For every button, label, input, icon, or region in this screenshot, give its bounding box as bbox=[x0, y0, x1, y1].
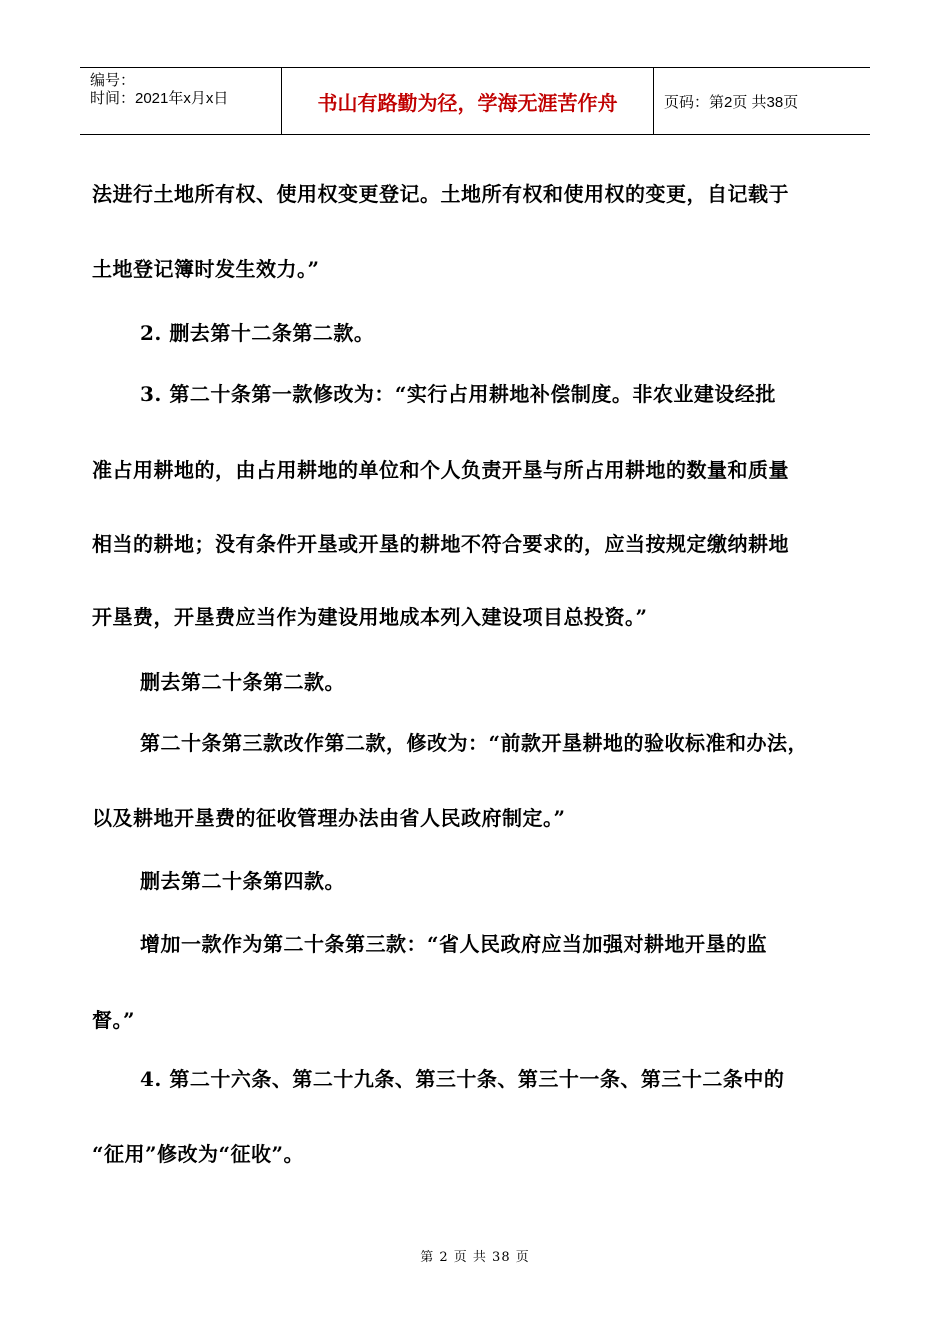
serial-number-label: 编号： bbox=[90, 72, 136, 89]
body-line: 督。” bbox=[92, 1008, 136, 1032]
body-line: 删去第二十条第四款。 bbox=[140, 869, 345, 893]
body-line: 法进行土地所有权、使用权变更登记。土地所有权和使用权的变更，自记载于 bbox=[92, 182, 789, 206]
body-line: 准占用耕地的，由占用耕地的单位和个人负责开垦与所占用耕地的数量和质量 bbox=[92, 458, 789, 482]
page-footer: 第 2 页 共 38 页 bbox=[420, 1250, 530, 1265]
header-page-info: 页码：第2页 共38页 bbox=[664, 93, 799, 111]
body-line: 开垦费，开垦费应当作为建设用地成本列入建设项目总投资。” bbox=[92, 605, 648, 629]
body-line: 第二十条第三款改作第二款，修改为：“前款开垦耕地的验收标准和办法， bbox=[140, 731, 809, 755]
body-line: 相当的耕地；没有条件开垦或开垦的耕地不符合要求的，应当按规定缴纳耕地 bbox=[92, 532, 789, 556]
body-line: 4. 第二十六条、第二十九条、第三十条、第三十一条、第三十二条中的 bbox=[140, 1067, 785, 1091]
body-line: 2. 删去第十二条第二款。 bbox=[140, 321, 375, 345]
date-label: 时间：2021年x月x日 bbox=[90, 90, 229, 107]
body-line: 3. 第二十条第一款修改为：“实行占用耕地补偿制度。非农业建设经批 bbox=[140, 382, 776, 406]
body-line: 以及耕地开垦费的征收管理办法由省人民政府制定。” bbox=[92, 806, 566, 830]
body-line: 增加一款作为第二十条第三款：“省人民政府应当加强对耕地开垦的监 bbox=[140, 932, 768, 956]
header-meta bbox=[80, 68, 282, 134]
body-line: “征用”修改为“征收”。 bbox=[92, 1142, 305, 1166]
header-motto: 书山有路勤为径，学海无涯苦作舟 bbox=[282, 68, 654, 134]
page-header bbox=[80, 67, 870, 135]
body-line: 土地登记簿时发生效力。” bbox=[92, 257, 320, 281]
body-line: 删去第二十条第二款。 bbox=[140, 670, 345, 694]
